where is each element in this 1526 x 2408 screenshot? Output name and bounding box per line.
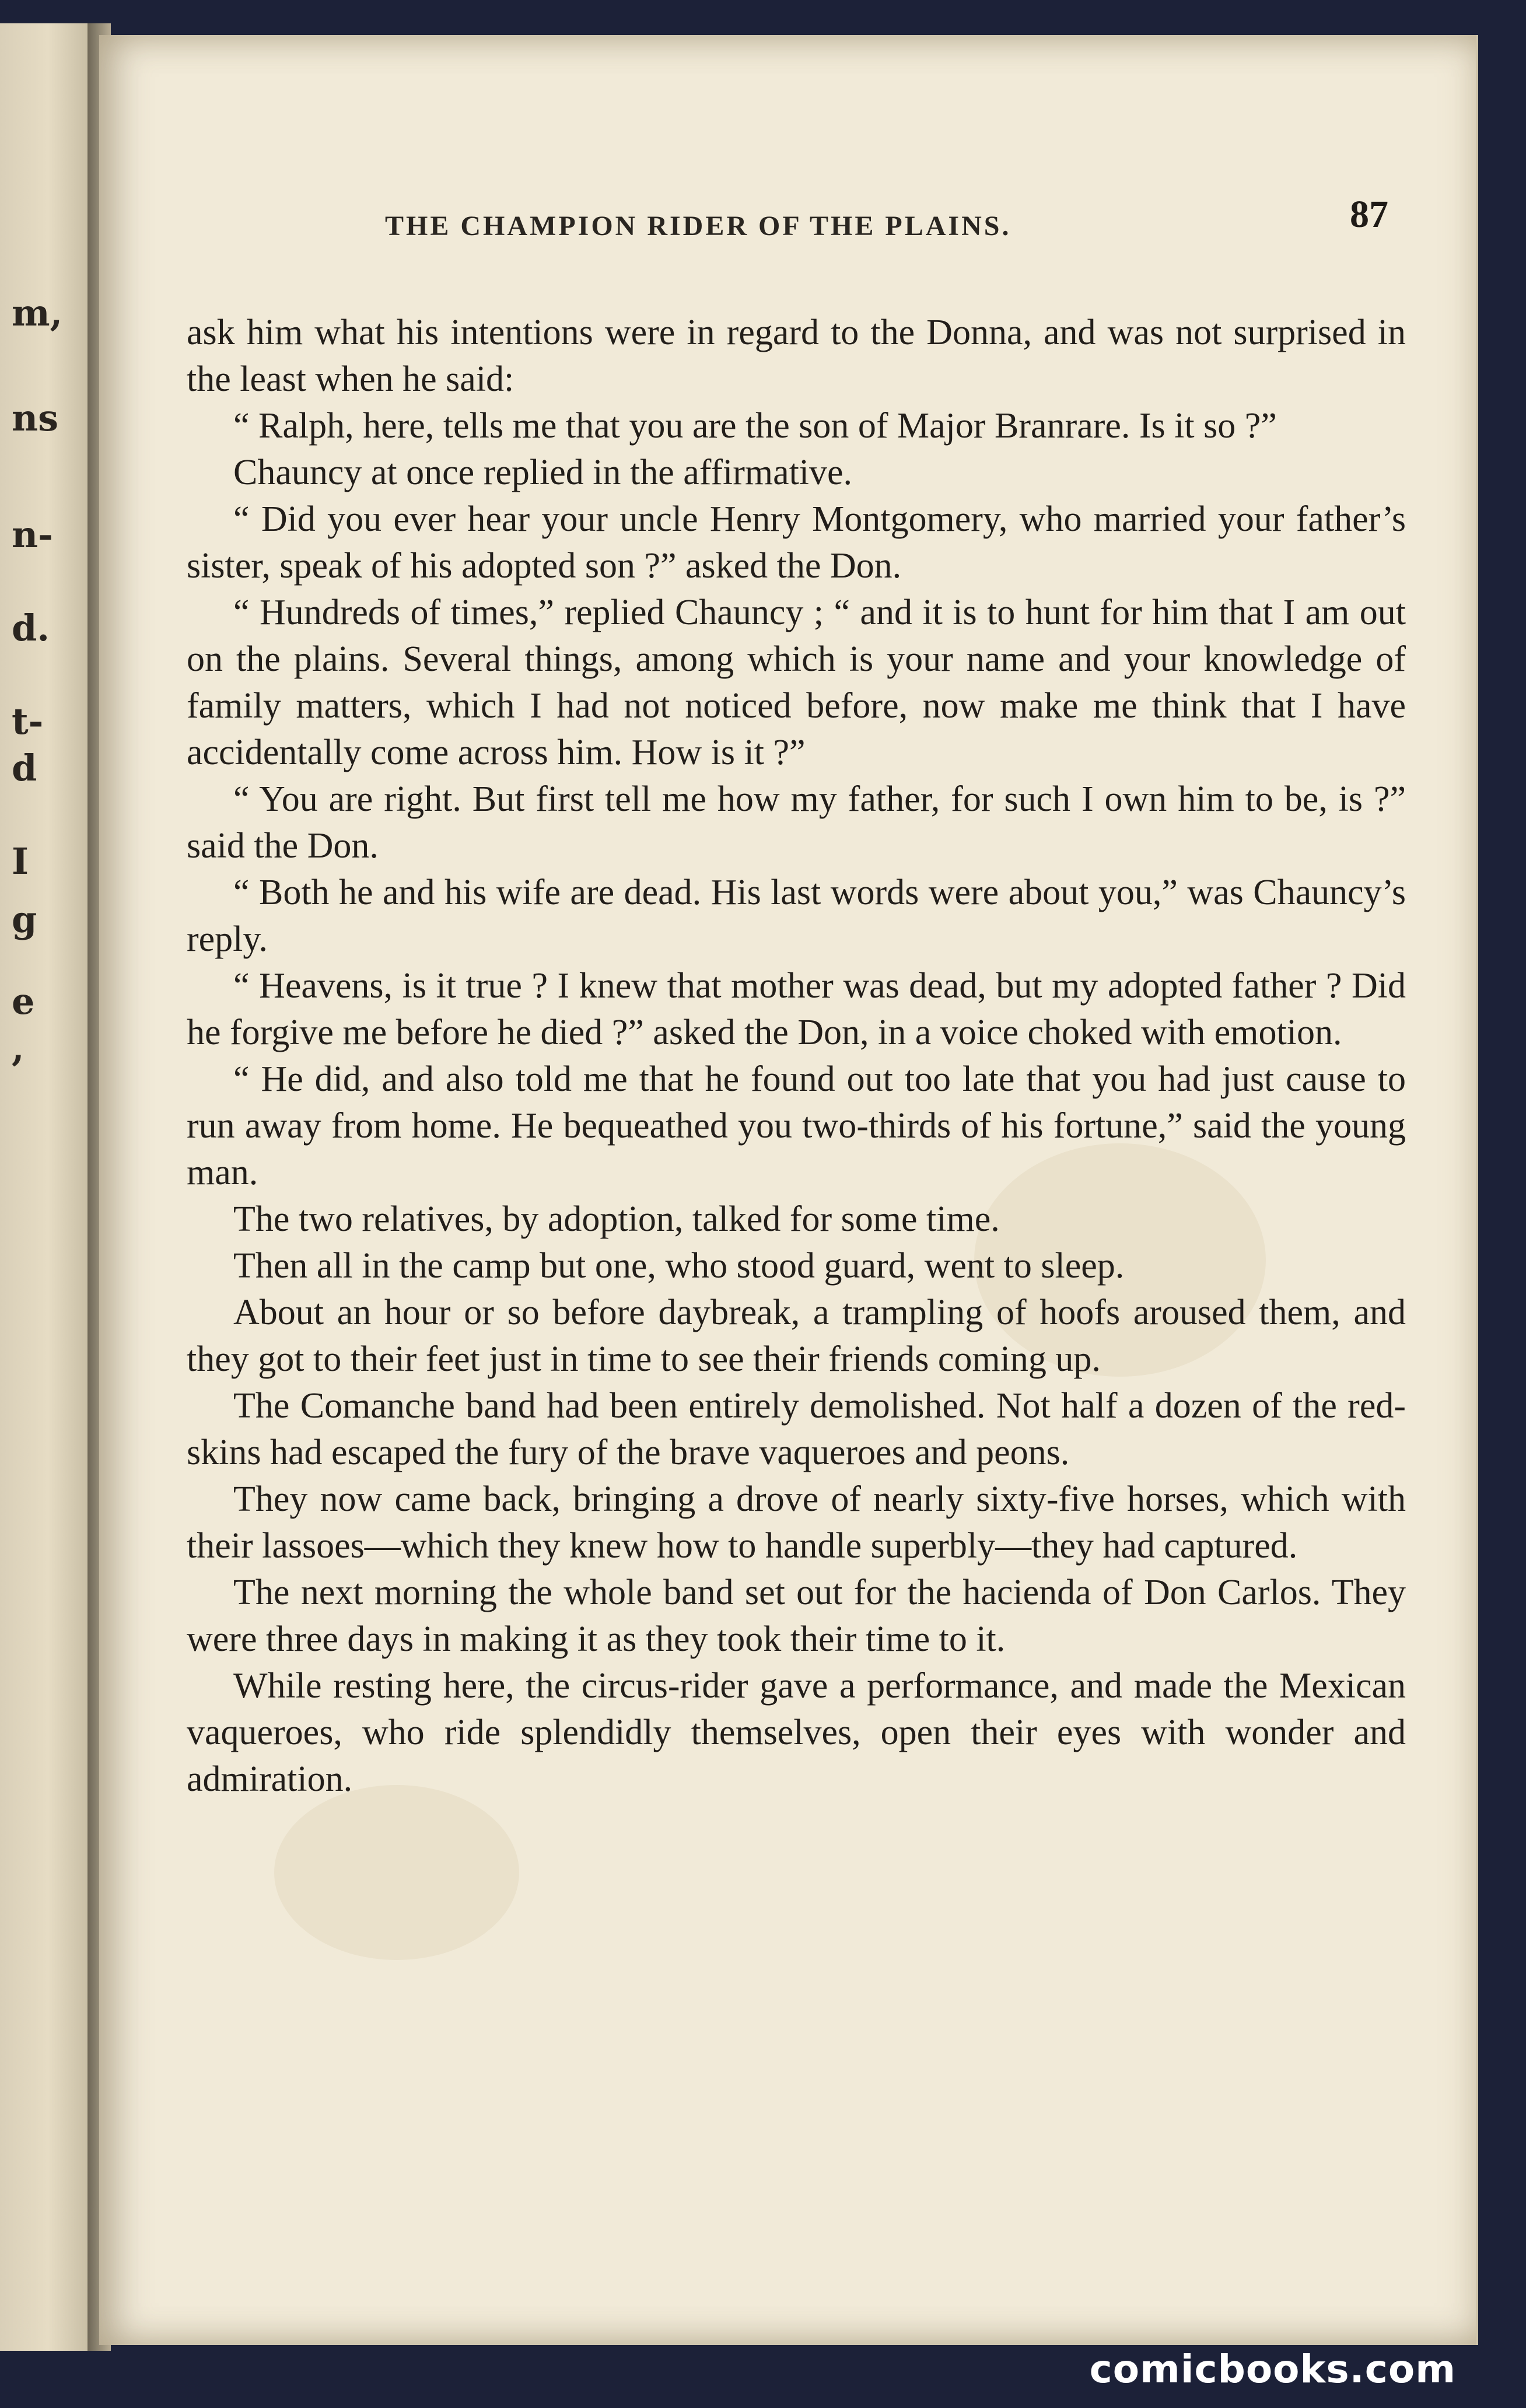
page-number: 87 [1350, 193, 1388, 236]
paragraph: Then all in the camp but one, who stood guard, went to sleep. [233, 1246, 1125, 1286]
previous-page-fragment: , [12, 1027, 24, 1069]
paragraph: The Comanche band had been entirely demolished. Not half a dozen of the red-skins had escaped the fury of the brave vaqueroes and peons. [187, 1386, 1406, 1472]
previous-page-fragment: d. [12, 607, 50, 649]
paragraph: “ Both he and his wife are dead. His last words were about you,” was Chauncy’s reply. [187, 873, 1406, 959]
previous-page-fragment: t- [12, 700, 44, 743]
previous-page-fragment: I [12, 840, 29, 883]
previous-page-fragment: e [12, 980, 35, 1023]
paper-stain [274, 1785, 519, 1960]
paragraph: About an hour or so before daybreak, a trampling of hoofs aroused them, and they got to their feet just in time to see their friends coming up. [187, 1293, 1406, 1379]
page-header [99, 192, 1406, 262]
body-text [187, 309, 1406, 1803]
paragraph: “ Hundreds of times,” replied Chauncy ; “ and it is to hunt for him that I am out on the plains. Several things, among which is your name and your knowledge of family matters, which I had not noticed before, now make me think that I have accidentally come across him. How is it ?” [187, 593, 1406, 772]
paragraph: ask him what his intentions were in regard to the Donna, and was not surprised in the least when he said: [187, 313, 1406, 399]
book-page [99, 35, 1478, 2345]
paragraph: “ Ralph, here, tells me that you are the son of Major Branrare. Is it so ?” [233, 406, 1277, 446]
paragraph: “ He did, and also told me that he found out too late that you had just cause to run away from home. He bequeathed you two-thirds of his fortune,” said the young man. [187, 1059, 1406, 1192]
paragraph: “ You are right. But first tell me how my father, for such I own him to be, is ?” said the Don. [187, 779, 1406, 866]
previous-page-fragment: g [12, 898, 37, 941]
paragraph: The next morning the whole band set out for the hacienda of Don Carlos. They were three days in making it as they took their time to it. [187, 1573, 1406, 1659]
paragraph: While resting here, the circus-rider gave a performance, and made the Mexican vaqueroes, who ride splendidly themselves, open their eyes with wonder and admiration. [187, 1666, 1406, 1799]
site-watermark: comicbooks.com [1089, 2347, 1456, 2392]
paragraph: Chauncy at once replied in the affirmative. [233, 453, 853, 492]
paragraph: “ Did you ever hear your uncle Henry Montgomery, who married your father’s sister, speak of his adopted son ?” asked the Don. [187, 499, 1406, 586]
paragraph: They now came back, bringing a drove of nearly sixty-five horses, which with their lassoes—which they knew how to handle superbly—they had captured. [187, 1479, 1406, 1566]
paragraph: “ Heavens, is it true ? I knew that mother was dead, but my adopted father ? Did he forgive me before he died ?” asked the Don, in a voice choked with emotion. [187, 966, 1406, 1052]
running-title: THE CHAMPION RIDER OF THE PLAINS. [385, 211, 1012, 242]
previous-page-fragment: n- [12, 513, 53, 556]
previous-page-fragment: ns [12, 397, 58, 439]
paragraph: The two relatives, by adoption, talked for some time. [233, 1199, 1000, 1239]
previous-page-edge [0, 23, 91, 2351]
previous-page-fragment: d [12, 747, 37, 789]
previous-page-fragment: m, [12, 292, 63, 334]
